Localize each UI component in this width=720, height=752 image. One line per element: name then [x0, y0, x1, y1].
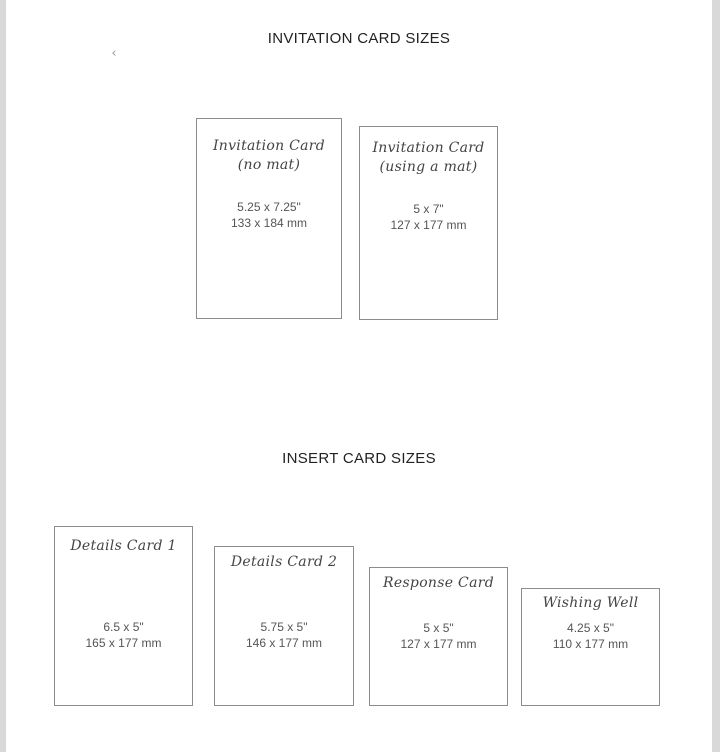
card-size-mm: 146 x 177 mm: [245, 636, 323, 650]
card-title: Invitation Card: [212, 138, 326, 154]
card-subtitle: (no mat): [237, 157, 301, 173]
card-size-inches: 5 x 7": [413, 202, 444, 216]
card-size-inches: 5.75 x 5": [260, 620, 308, 634]
details-card-2: [214, 546, 354, 706]
card-title: Details Card 2: [230, 554, 338, 570]
page: [6, 0, 712, 752]
card-title: Response Card: [383, 575, 494, 591]
card-size-mm: 165 x 177 mm: [85, 636, 162, 650]
card-size-inches: 5.25 x 7.25": [237, 200, 301, 214]
card-subtitle: (using a mat): [379, 159, 478, 175]
wishing-well-card: [521, 588, 660, 706]
card-size-inches: 5 x 5": [423, 621, 454, 635]
card-size-inches: 6.5 x 5": [103, 620, 144, 634]
card-size-mm: 127 x 177 mm: [390, 218, 467, 232]
invitation-card-no-mat: [196, 118, 342, 319]
response-card: [369, 567, 508, 706]
card-size-mm: 110 x 177 mm: [552, 637, 629, 651]
back-chevron-icon[interactable]: ‹: [111, 46, 117, 61]
invitation-heading: INVITATION CARD SIZES: [267, 30, 451, 47]
card-size-inches: 4.25 x 5": [567, 621, 614, 635]
card-title: Details Card 1: [70, 538, 177, 554]
insert-heading: INSERT CARD SIZES: [282, 450, 436, 467]
card-title: Wishing Well: [542, 595, 639, 611]
invitation-card-using-mat: [359, 126, 498, 320]
card-size-mm: 127 x 177 mm: [400, 637, 477, 651]
card-title: Invitation Card: [372, 140, 485, 156]
details-card-1: [54, 526, 193, 706]
card-size-mm: 133 x 184 mm: [230, 216, 308, 230]
